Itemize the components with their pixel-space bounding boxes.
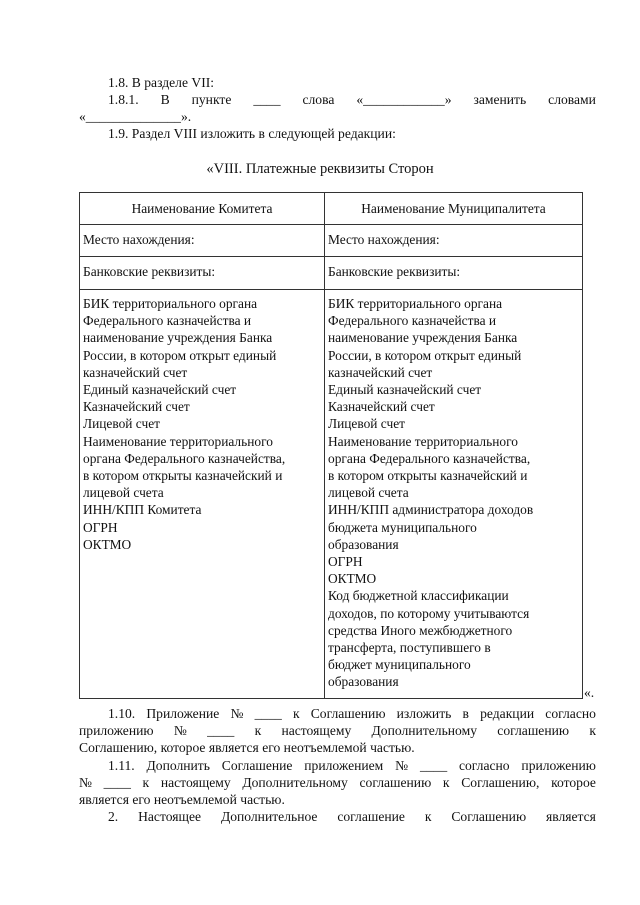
word: является <box>545 809 596 824</box>
clause-1-11-line-1 <box>108 757 596 775</box>
clause-1-8: 1.8. В разделе VII: <box>108 75 215 90</box>
word: Приложение <box>146 706 220 721</box>
requisite-line: трансферта, поступившего в <box>328 640 491 656</box>
requisite-line: Федерального казначейства и <box>83 313 252 329</box>
requisite-line: Казначейский счет <box>83 399 190 415</box>
word: редакции <box>480 706 535 721</box>
requisite-line: ОКТМО <box>83 536 132 552</box>
word: к <box>442 775 450 790</box>
clause-1-10-line-1 <box>108 705 596 723</box>
word: 2. <box>108 809 119 824</box>
requisite-line: средства Иного межбюджетного <box>328 622 513 638</box>
requisite-line: лицевой счета <box>328 485 409 501</box>
word: Дополнительному <box>371 723 477 738</box>
requisite-line: доходов, по которому учитываются <box>328 605 530 621</box>
requisite-line: казначейский счет <box>83 364 188 380</box>
requisite-line: ИНН/КПП Комитета <box>83 502 202 518</box>
requisite-line: ОГРН <box>83 519 118 535</box>
details-committee <box>80 290 325 699</box>
word: к <box>589 723 596 738</box>
requisite-line: ИНН/КПП администратора доходов <box>328 502 534 518</box>
word: изложить <box>396 706 452 721</box>
section-title: «VIII. Платежные реквизиты Сторон <box>206 161 434 177</box>
word: Соглашению <box>451 809 527 824</box>
word: соглашению <box>497 723 570 738</box>
word: 1.10. <box>108 706 136 721</box>
word: к <box>254 723 262 738</box>
clause-1-10-line-3: Соглашению, которое является его неотъемлемой частью. <box>79 740 415 755</box>
word: Соглашению <box>310 706 386 721</box>
requisite-line: БИК территориального органа <box>83 296 258 311</box>
requisite-line: Единый казначейский счет <box>83 382 237 398</box>
word: заменить <box>473 92 527 107</box>
requisite-line: в котором открыты казначейский и <box>328 468 528 484</box>
requisite-line: БИК территориального органа <box>328 296 503 311</box>
table-header-row <box>80 193 583 225</box>
requisite-line: бюджет муниципального <box>328 657 471 673</box>
word: 1.11. <box>108 758 135 773</box>
payment-details-table <box>79 192 583 699</box>
requisite-line: Лицевой счет <box>328 416 406 432</box>
requisite-line: образования <box>328 536 399 552</box>
word: к <box>142 775 150 790</box>
requisite-line: лицевой счета <box>83 485 164 501</box>
word: № <box>230 706 244 721</box>
clause-1-9: 1.9. Раздел VIII изложить в следующей редакции: <box>108 126 396 141</box>
word: ____ <box>103 775 131 790</box>
word: в <box>462 706 469 721</box>
table-row <box>80 257 583 290</box>
requisite-line: наименование учреждения Банка <box>83 330 273 346</box>
requisite-line: России, в котором открыт единый <box>328 347 522 363</box>
word: ____ <box>254 706 282 721</box>
word: ____ <box>253 92 281 107</box>
word: слова <box>302 92 335 107</box>
requisite-line: Код бюджетной классификации <box>328 588 509 604</box>
word: согласно <box>458 758 510 773</box>
requisite-line: бюджета муниципального <box>328 519 477 535</box>
word: словами <box>548 92 596 107</box>
word: приложению <box>521 758 596 773</box>
requisite-line: наименование учреждения Банка <box>328 330 518 346</box>
location-municipality: Место нахождения: <box>325 225 583 257</box>
requisite-line: Наименование территориального <box>328 433 518 449</box>
word: согласно <box>545 706 596 721</box>
header-committee: Наименование Комитета <box>80 193 325 225</box>
requisite-line: образования <box>328 674 399 690</box>
clause-1-11-line-2 <box>79 774 596 792</box>
requisite-line: Казначейский счет <box>328 399 435 415</box>
requisite-line: казначейский счет <box>328 364 433 380</box>
closing-quote: «. <box>584 685 595 700</box>
table-row <box>80 290 583 699</box>
clause-1-11-line-3: является его неотъемлемой частью. <box>79 792 285 807</box>
requisite-line: ОГРН <box>328 554 363 570</box>
word: к <box>292 706 300 721</box>
word: Соглашение <box>221 758 293 773</box>
clause-1-8-1-continuation: «______________». <box>79 109 192 124</box>
clause-1-10-line-2 <box>79 722 596 740</box>
requisite-line: органа Федерального казначейства, <box>83 450 286 466</box>
word: № <box>79 775 92 790</box>
word: ____ <box>207 723 235 738</box>
clause-1-8-1 <box>108 91 596 109</box>
requisite-line: органа Федерального казначейства, <box>328 450 531 466</box>
location-committee: Место нахождения: <box>80 225 325 257</box>
requisite-line: России, в котором открыт единый <box>83 347 277 363</box>
word: Дополнительное <box>220 809 318 824</box>
word: которое <box>551 775 596 790</box>
requisite-line: Лицевой счет <box>83 416 161 432</box>
word: «____________» <box>356 92 452 107</box>
word: Дополнить <box>146 758 210 773</box>
word: настоящему <box>281 723 352 738</box>
word: к <box>424 809 432 824</box>
requisite-line: Единый казначейский счет <box>328 382 482 398</box>
requisite-line: Наименование территориального <box>83 433 273 449</box>
clause-2-line-1 <box>108 808 596 826</box>
word: пункте <box>191 92 232 107</box>
word: соглашение <box>337 809 405 824</box>
word: В <box>160 92 170 107</box>
word: приложению <box>79 723 154 738</box>
word: Дополнительному <box>242 775 348 790</box>
word: настоящему <box>160 775 231 790</box>
word: 1.8.1. <box>108 92 139 107</box>
table-row <box>80 225 583 257</box>
details-municipality <box>325 290 583 699</box>
word: приложением <box>304 758 384 773</box>
requisite-line: в котором открыты казначейский и <box>83 468 283 484</box>
word: соглашению <box>359 775 432 790</box>
requisite-line: Федерального казначейства и <box>328 313 497 329</box>
word: Настоящее <box>138 809 202 824</box>
header-municipality: Наименование Муниципалитета <box>325 193 583 225</box>
requisite-line: ОКТМО <box>328 571 377 587</box>
word: № <box>395 758 409 773</box>
bank-municipality: Банковские реквизиты: <box>325 257 583 290</box>
word: № <box>173 723 187 738</box>
bank-committee: Банковские реквизиты: <box>80 257 325 290</box>
word: Соглашению, <box>461 775 540 790</box>
word: ____ <box>419 758 448 773</box>
